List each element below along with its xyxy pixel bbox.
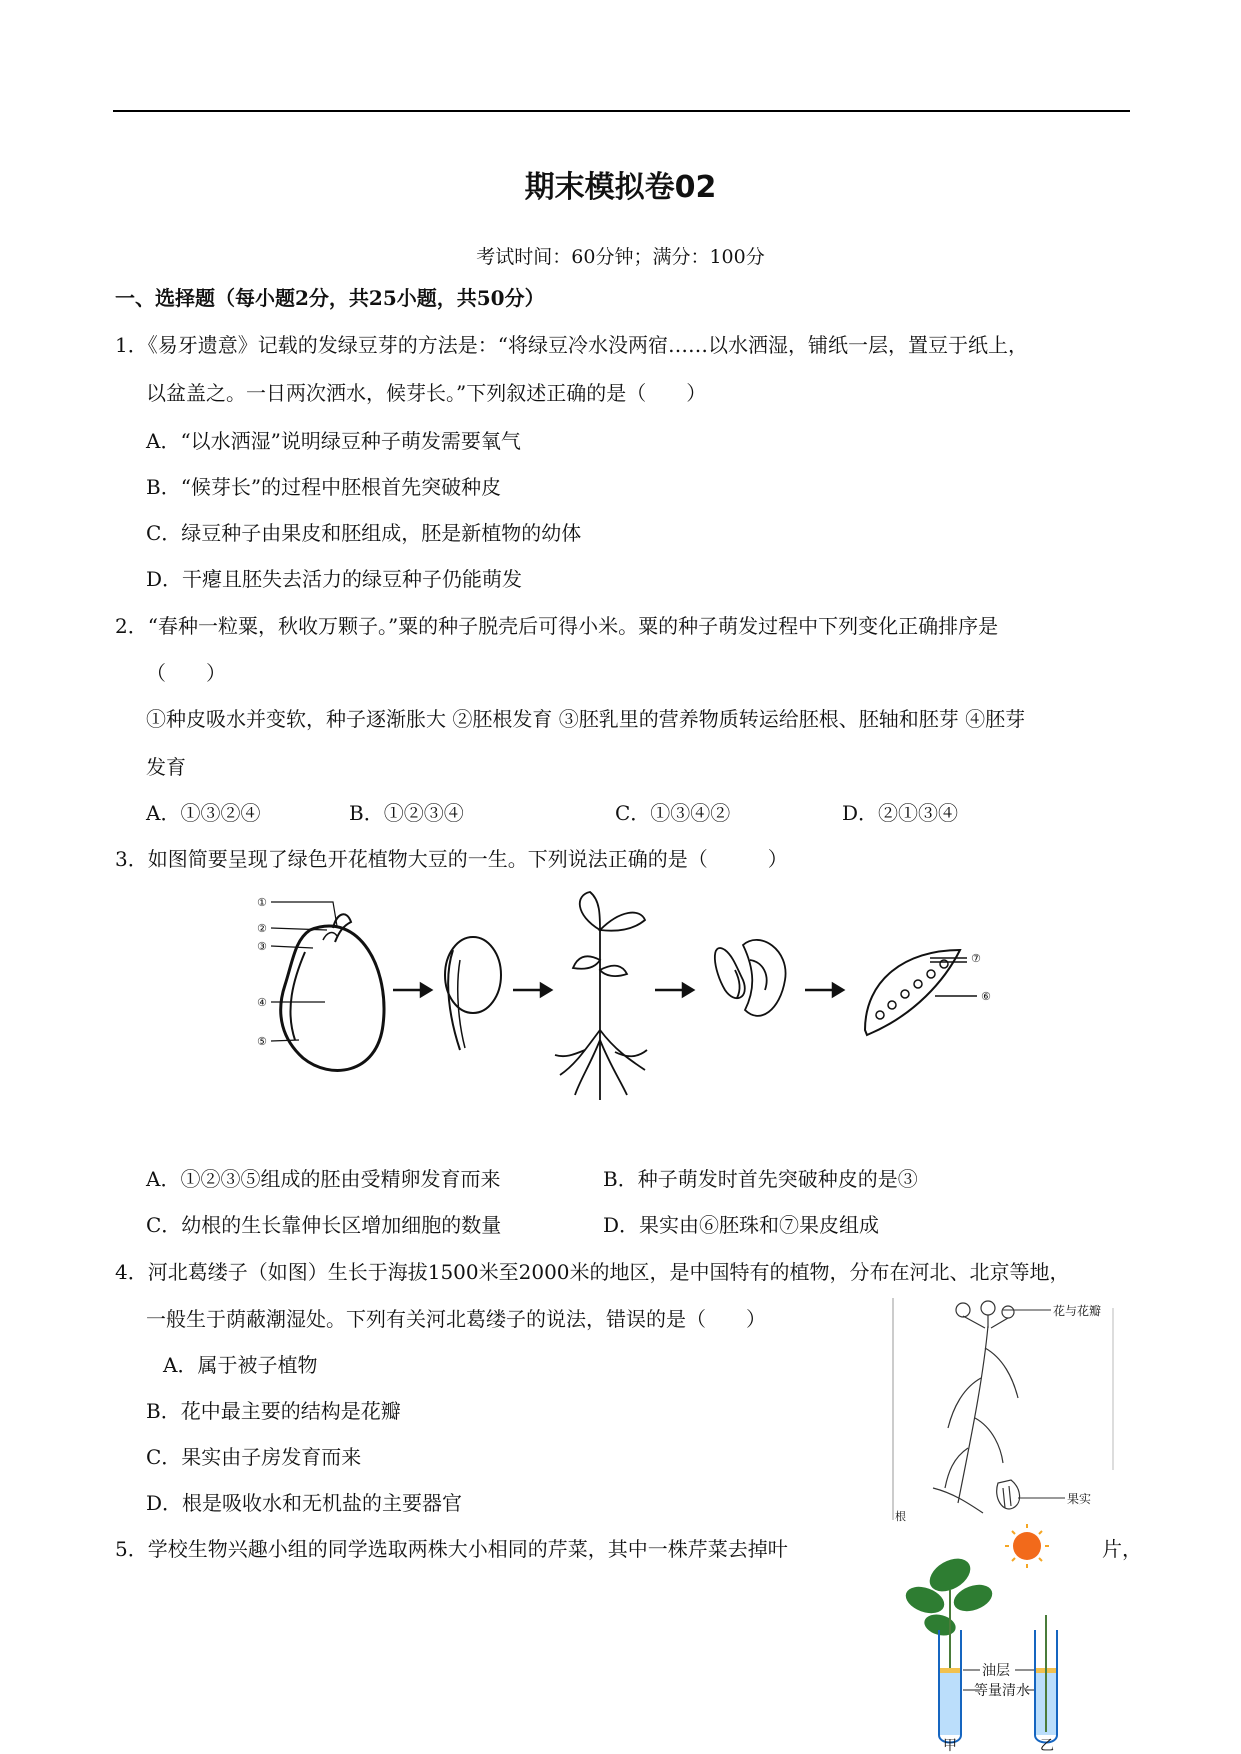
- q3-option-d: D．果实由⑥胚珠和⑦果皮组成: [603, 1213, 880, 1237]
- q4-option-b: B．花中最主要的结构是花瓣: [146, 1399, 401, 1423]
- label-water: 等量清水: [974, 1683, 1030, 1699]
- q4-option-d: D．根是吸收水和无机盐的主要器官: [146, 1491, 463, 1515]
- q2-stem-line1: 2．“春种一粒粟，秋收万颗子。”粟的种子脱壳后可得小米。粟的种子萌发过程中下列变化正确排序是: [115, 614, 999, 638]
- q4-option-c: C．果实由子房发育而来: [146, 1445, 362, 1469]
- q2-option-c: C．①③④②: [615, 801, 731, 825]
- q1-option-b: B．“候芽长”的过程中胚根首先突破种皮: [146, 475, 502, 499]
- label-4: ④: [257, 996, 267, 1009]
- q3-option-c: C．幼根的生长靠伸长区增加细胞的数量: [146, 1213, 502, 1237]
- q3-option-a: A．①②③⑤组成的胚由受精卵发育而来: [146, 1167, 501, 1191]
- q2-stem-line2: （ ）: [146, 661, 226, 685]
- q2-option-d: D．②①③④: [842, 801, 959, 825]
- section-heading: 一、选择题（每小题2分，共25小题，共50分）: [115, 286, 545, 310]
- q2-option-b: B．①②③④: [349, 801, 464, 825]
- q2-option-a: A．①③②④: [146, 801, 261, 825]
- exam-info: 考试时间：60分钟；满分：100分: [476, 246, 765, 268]
- q4-stem-line1: 4．河北葛缕子（如图）生长于海拔1500米至2000米的地区，是中国特有的植物，分布在河北、北京等地，: [115, 1260, 1070, 1284]
- label-fruit: 果实: [1067, 1492, 1092, 1506]
- page-title: 期末模拟卷02: [524, 170, 717, 205]
- q2-stem-line3: ①种皮吸水并变软，种子逐渐胀大 ②胚根发育 ③胚乳里的营养物质转运给胚根、胚轴和胚芽 ④胚芽: [146, 707, 1026, 731]
- label-1: ①: [257, 896, 267, 909]
- q4-option-a: A．属于被子植物: [163, 1353, 318, 1377]
- q1-stem-line1: 1．《易牙遗意》记载的发绿豆芽的方法是：“将绿豆冷水没两宿……以水洒湿，铺纸一层，置豆于纸上，: [115, 333, 1028, 357]
- q1-stem-line2: 以盆盖之。一日两次洒水，候芽长。”下列叙述正确的是（ ）: [146, 381, 707, 405]
- caraway-plant-figure: [893, 1298, 1123, 1523]
- label-root: 根: [895, 1510, 906, 1523]
- q4-stem-line2: 一般生于荫蔽潮湿处。下列有关河北葛缕子的说法，错误的是（ ）: [146, 1307, 766, 1331]
- q2-stem-line4: 发育: [146, 755, 186, 779]
- q5-stem-line1: 5．学校生物兴趣小组的同学选取两株大小相同的芹菜，其中一株芹菜去掉叶: [115, 1537, 788, 1561]
- label-2: ②: [257, 922, 267, 935]
- label-jia: 甲: [943, 1738, 957, 1754]
- label-3: ③: [257, 940, 267, 953]
- sun-icon: [1005, 1524, 1049, 1568]
- soybean-life-cycle-figure: [255, 890, 1015, 1115]
- q5-stem-line1-end: 片，: [1102, 1537, 1142, 1561]
- label-flower: 花与花瓣: [1053, 1304, 1102, 1318]
- q1-option-c: C．绿豆种子由果皮和胚组成，胚是新植物的幼体: [146, 521, 582, 545]
- q1-option-a: A．“以水洒湿”说明绿豆种子萌发需要氧气: [146, 429, 521, 453]
- q3-stem: 3．如图简要呈现了绿色开花植物大豆的一生。下列说法正确的是（ ）: [115, 847, 788, 871]
- label-7: ⑦: [971, 952, 981, 965]
- header-rule: [113, 110, 1130, 112]
- label-yi: 乙: [1040, 1738, 1054, 1754]
- celery-experiment-figure: [895, 1520, 1105, 1752]
- label-5: ⑤: [257, 1035, 267, 1048]
- q3-option-b: B．种子萌发时首先突破种皮的是③: [603, 1167, 918, 1191]
- q1-option-d: D．干瘪且胚失去活力的绿豆种子仍能萌发: [146, 567, 523, 591]
- label-oil: 油层: [982, 1663, 1010, 1679]
- label-6: ⑥: [981, 990, 991, 1003]
